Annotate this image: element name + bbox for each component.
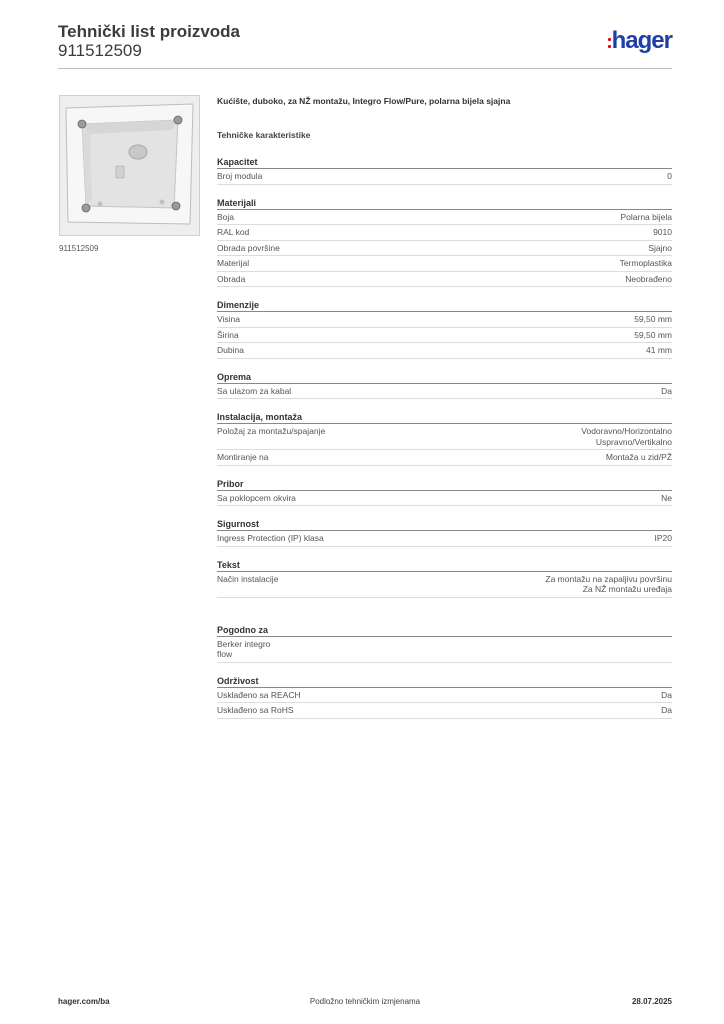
section-title: Održivost [217, 675, 672, 688]
spec-value: Sjajno [648, 242, 672, 253]
section-title: Sigurnost [217, 518, 672, 531]
spec-value: 59,50 mm [634, 314, 672, 324]
section-title: Dimenzije [217, 299, 672, 312]
spec-row [217, 688, 672, 704]
image-caption: 911512509 [59, 244, 99, 253]
section-title: Pogodno za [217, 624, 672, 637]
spec-label: Način instalacije [217, 573, 279, 584]
spec-value: 9010 [653, 227, 672, 237]
spec-value-line: Za NŽ montažu uređaja [582, 584, 672, 594]
suitable-line: flow [217, 649, 233, 659]
spec-row [217, 703, 672, 719]
document-title: Tehnički list proizvoda [58, 22, 240, 41]
footer-date: 28.07.2025 [631, 997, 672, 1006]
spec-row [217, 491, 672, 507]
spec-row [217, 241, 672, 257]
spec-label: Sa ulazom za kabal [217, 385, 292, 396]
section-materials [217, 197, 672, 288]
section-title: Materijali [217, 197, 672, 210]
spec-value: Montaža u zid/PŽ [605, 452, 672, 462]
spec-value: Da [661, 689, 672, 700]
spec-label: Sa poklopcem okvira [217, 492, 296, 503]
spec-value: Neobrađeno [625, 273, 672, 284]
hager-logo [608, 27, 672, 54]
spec-value: 59,50 mm [634, 329, 672, 340]
spec-value-line: Uspravno/Vertikalno [595, 436, 672, 447]
spec-row [217, 256, 672, 272]
spec-value: Termoplastika [619, 258, 672, 268]
spec-row [217, 637, 672, 663]
section-title: Oprema [217, 371, 672, 384]
section-title: Kapacitet [217, 156, 672, 169]
section-accessories [217, 478, 672, 507]
spec-value: Polarna bijela [620, 211, 672, 222]
spec-value: IP20 [654, 533, 672, 543]
spec-value [581, 426, 672, 447]
spec-value: Da [661, 385, 672, 396]
section-sustainability [217, 675, 672, 719]
footer-website-link[interactable]: hager.com/ba [58, 997, 110, 1006]
spec-value-line: Za montažu na zapaljivu površinu [545, 573, 672, 584]
header-divider [58, 68, 672, 69]
spec-label: Boja [217, 211, 235, 222]
section-text [217, 559, 672, 598]
technical-heading: Tehničke karakteristike [217, 130, 311, 140]
spec-value-line: Vodoravno/Horizontalno [581, 426, 672, 436]
spec-row [217, 328, 672, 344]
section-suitable-for [217, 624, 672, 663]
spec-value [545, 574, 672, 595]
product-description: Kućište, duboko, za NŽ montažu, Integro Flow/Pure, polarna bijela sjajna [217, 96, 511, 106]
spec-label: Položaj za montažu/spajanje [217, 426, 326, 436]
spec-row [217, 210, 672, 226]
section-safety [217, 518, 672, 547]
spec-label: Obrada [217, 273, 246, 284]
footer-notice: Podložno tehničkim izmjenama [309, 997, 421, 1006]
spec-row [217, 169, 672, 185]
spec-label: Dubina [217, 345, 244, 355]
spec-value: Da [661, 705, 672, 715]
spec-row [217, 450, 672, 466]
spec-label: Usklađeno sa REACH [217, 689, 301, 700]
section-title: Instalacija, montaža [217, 411, 672, 424]
specification-content [217, 96, 672, 719]
spec-label: Broj modula [217, 171, 263, 181]
suitable-line: Berker integro [217, 638, 271, 649]
product-image [59, 95, 200, 236]
section-installation [217, 411, 672, 466]
logo-dots-icon [608, 38, 611, 48]
spec-label: Obrada površine [217, 242, 280, 253]
spec-label: Ingress Protection (IP) klasa [217, 533, 324, 543]
spec-value: Ne [661, 492, 672, 503]
enclosure-box-icon [60, 96, 199, 235]
section-title: Tekst [217, 559, 672, 572]
spec-label: Materijal [217, 258, 250, 268]
spec-row [217, 424, 672, 450]
spec-row [217, 225, 672, 241]
spec-value: 0 [667, 171, 672, 181]
spec-row [217, 384, 672, 400]
page-header [58, 22, 672, 70]
spec-row [217, 572, 672, 598]
spec-label: Montiranje na [217, 452, 269, 462]
spec-row [217, 531, 672, 547]
spec-label: Usklađeno sa RoHS [217, 705, 294, 715]
spec-label: RAL kod [217, 227, 250, 237]
section-dimensions [217, 299, 672, 359]
spec-label: Visina [217, 314, 240, 324]
logo-wordmark: hager [611, 27, 672, 54]
spec-value: 41 mm [646, 345, 672, 355]
spec-row [217, 343, 672, 359]
product-code: 911512509 [58, 41, 142, 60]
section-equipment [217, 371, 672, 400]
spec-row [217, 312, 672, 328]
spec-label: Širina [217, 329, 239, 340]
section-capacity [217, 156, 672, 185]
section-title: Pribor [217, 478, 672, 491]
spec-row [217, 272, 672, 288]
